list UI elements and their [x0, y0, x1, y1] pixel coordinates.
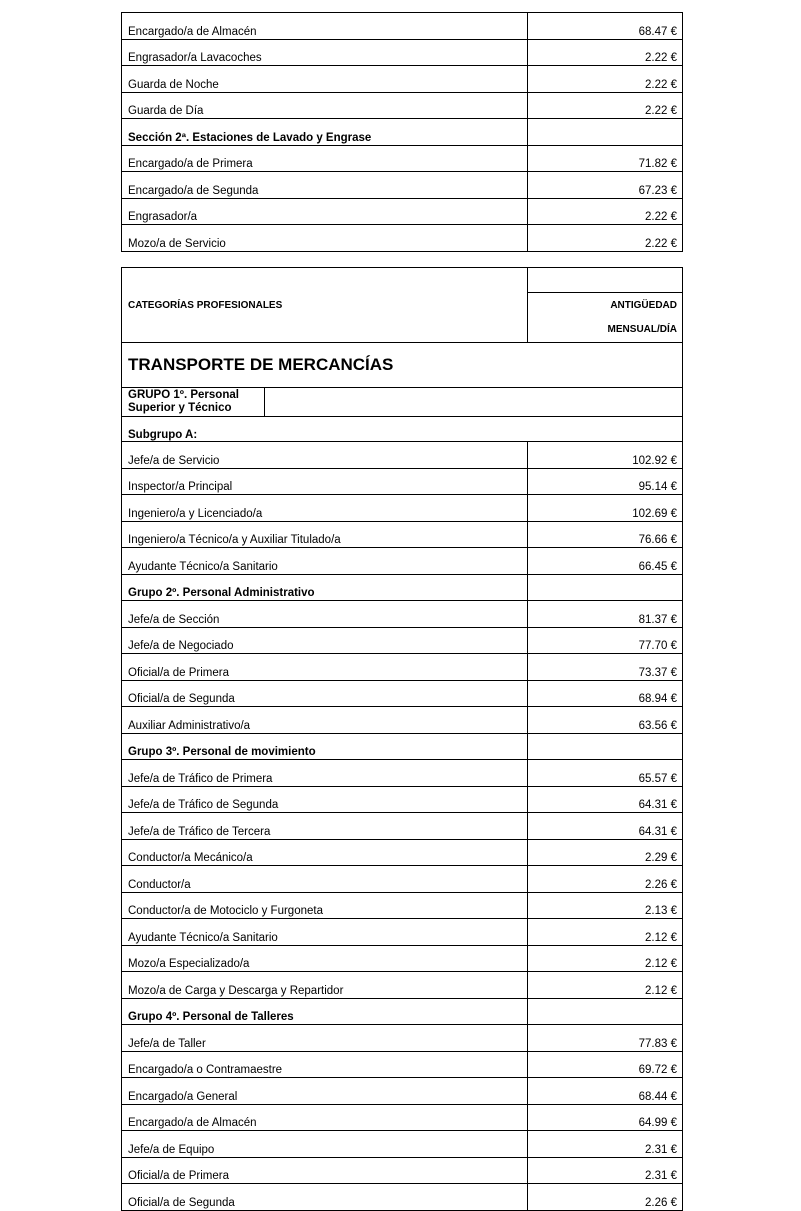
header-antiguedad [528, 293, 683, 343]
seniority-amount [528, 998, 683, 1025]
section-label: Grupo 2º. Personal Administrativo [122, 574, 528, 601]
seniority-amount: 2.26 € [528, 1184, 683, 1211]
category-name: Ingeniero/a y Licenciado/a [122, 495, 528, 522]
category-name: Engrasador/a Lavacoches [122, 39, 528, 66]
section-label: Sección 2ª. Estaciones de Lavado y Engrase [122, 119, 528, 146]
header-antiguedad-line2: MENSUAL/DÍA [607, 324, 677, 335]
table-row [122, 1078, 683, 1105]
seniority-amount: 2.22 € [528, 225, 683, 252]
category-name: Encargado/a de Almacén [122, 13, 528, 40]
header-categorias: CATEGORÍAS PROFESIONALES [122, 268, 528, 343]
category-name: Jefe/a de Taller [122, 1025, 528, 1052]
section-header-row [122, 119, 683, 146]
category-name: Ayudante Técnico/a Sanitario [122, 548, 528, 575]
seniority-amount: 2.22 € [528, 198, 683, 225]
table-row [122, 919, 683, 946]
table-row [122, 521, 683, 548]
category-name: Encargado/a de Almacén [122, 1104, 528, 1131]
category-name: Encargado/a de Primera [122, 145, 528, 172]
seniority-amount: 68.94 € [528, 680, 683, 707]
category-name: Conductor/a de Motociclo y Furgoneta [122, 892, 528, 919]
seniority-amount [528, 574, 683, 601]
seniority-amount: 95.14 € [528, 468, 683, 495]
table-row [122, 172, 683, 199]
seniority-amount: 69.72 € [528, 1051, 683, 1078]
category-name: Engrasador/a [122, 198, 528, 225]
seniority-amount: 77.70 € [528, 627, 683, 654]
group-cell [122, 388, 683, 417]
seniority-amount: 2.13 € [528, 892, 683, 919]
table-row [122, 92, 683, 119]
section-label: Grupo 4º. Personal de Talleres [122, 998, 528, 1025]
table-row [122, 1104, 683, 1131]
table-row [122, 866, 683, 893]
group-row [122, 388, 683, 417]
header-antiguedad-line1: ANTIGÜEDAD [610, 300, 677, 311]
table-row [122, 66, 683, 93]
table-row [122, 1025, 683, 1052]
category-name: Jefe/a de Tráfico de Tercera [122, 813, 528, 840]
table-row [122, 707, 683, 734]
section-header-row [122, 574, 683, 601]
seniority-amount: 102.92 € [528, 442, 683, 469]
table-row [122, 945, 683, 972]
category-name: Oficial/a de Segunda [122, 1184, 528, 1211]
seniority-amount: 81.37 € [528, 601, 683, 628]
seniority-amount: 64.31 € [528, 786, 683, 813]
seniority-amount: 68.44 € [528, 1078, 683, 1105]
category-name: Guarda de Día [122, 92, 528, 119]
category-name: Encargado/a o Contramaestre [122, 1051, 528, 1078]
table-row [122, 495, 683, 522]
table-row [122, 1131, 683, 1158]
seniority-amount: 2.12 € [528, 972, 683, 999]
category-name: Mozo/a de Servicio [122, 225, 528, 252]
category-name: Jefe/a de Tráfico de Segunda [122, 786, 528, 813]
seniority-amount: 2.22 € [528, 39, 683, 66]
table-row [122, 225, 683, 252]
table-header-row [122, 268, 683, 293]
category-name: Jefe/a de Tráfico de Primera [122, 760, 528, 787]
seniority-amount: 77.83 € [528, 1025, 683, 1052]
seniority-amount: 2.12 € [528, 945, 683, 972]
section-title-row [122, 343, 683, 388]
seniority-amount: 2.22 € [528, 66, 683, 93]
seniority-amount: 2.12 € [528, 919, 683, 946]
seniority-amount: 64.31 € [528, 813, 683, 840]
section-title: TRANSPORTE DE MERCANCÍAS [122, 343, 683, 388]
seniority-amount: 76.66 € [528, 521, 683, 548]
seniority-amount: 67.23 € [528, 172, 683, 199]
table-row [122, 680, 683, 707]
seniority-amount: 71.82 € [528, 145, 683, 172]
table-row [122, 654, 683, 681]
category-name: Jefe/a de Servicio [122, 442, 528, 469]
table-row [122, 1184, 683, 1211]
seniority-amount: 2.31 € [528, 1131, 683, 1158]
category-name: Oficial/a de Primera [122, 654, 528, 681]
category-name: Inspector/a Principal [122, 468, 528, 495]
category-name: Guarda de Noche [122, 66, 528, 93]
table-row [122, 145, 683, 172]
seniority-amount: 73.37 € [528, 654, 683, 681]
table-row [122, 813, 683, 840]
group-cell-inner [122, 388, 682, 416]
group-label: GRUPO 1º. Personal Superior y Técnico [122, 388, 265, 416]
seniority-amount: 2.29 € [528, 839, 683, 866]
category-name: Jefe/a de Negociado [122, 627, 528, 654]
seniority-amount: 66.45 € [528, 548, 683, 575]
category-name: Ingeniero/a Técnico/a y Auxiliar Titulado/a [122, 521, 528, 548]
seniority-amount: 2.31 € [528, 1157, 683, 1184]
category-name: Conductor/a [122, 866, 528, 893]
seniority-amount [528, 733, 683, 760]
seniority-amount: 102.69 € [528, 495, 683, 522]
header-empty-cell [528, 268, 683, 293]
section-label: Grupo 3º. Personal de movimiento [122, 733, 528, 760]
table-row [122, 972, 683, 999]
category-name: Jefe/a de Equipo [122, 1131, 528, 1158]
table-row [122, 1051, 683, 1078]
category-name: Encargado/a General [122, 1078, 528, 1105]
category-name: Auxiliar Administrativo/a [122, 707, 528, 734]
subgroup-row [122, 417, 683, 442]
category-name: Ayudante Técnico/a Sanitario [122, 919, 528, 946]
seniority-amount: 64.99 € [528, 1104, 683, 1131]
seniority-amount: 2.22 € [528, 92, 683, 119]
section-header-row [122, 998, 683, 1025]
category-name: Conductor/a Mecánico/a [122, 839, 528, 866]
table-row [122, 1157, 683, 1184]
table-row [122, 13, 683, 40]
category-name: Oficial/a de Segunda [122, 680, 528, 707]
seniority-amount: 68.47 € [528, 13, 683, 40]
table-row [122, 839, 683, 866]
category-name: Jefe/a de Sección [122, 601, 528, 628]
subgroup-label: Subgrupo A: [122, 417, 683, 442]
table-row [122, 892, 683, 919]
seniority-amount: 65.57 € [528, 760, 683, 787]
category-name: Oficial/a de Primera [122, 1157, 528, 1184]
table-row [122, 548, 683, 575]
seniority-amount: 63.56 € [528, 707, 683, 734]
seniority-amount [528, 119, 683, 146]
section-header-row [122, 733, 683, 760]
category-name: Encargado/a de Segunda [122, 172, 528, 199]
table-row [122, 627, 683, 654]
table-row [122, 786, 683, 813]
table-row [122, 760, 683, 787]
table-row [122, 39, 683, 66]
seniority-amount: 2.26 € [528, 866, 683, 893]
category-name: Mozo/a de Carga y Descarga y Repartidor [122, 972, 528, 999]
table-row [122, 442, 683, 469]
table-row [122, 468, 683, 495]
table-row [122, 198, 683, 225]
table-row [122, 601, 683, 628]
seniority-table-transporte [121, 267, 683, 1211]
seniority-table-continued [121, 12, 683, 252]
category-name: Mozo/a Especializado/a [122, 945, 528, 972]
